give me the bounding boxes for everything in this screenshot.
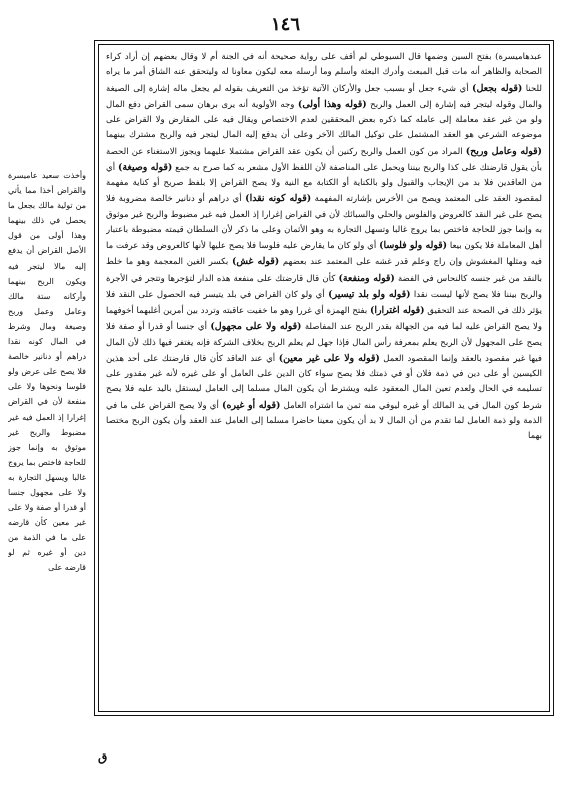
commentary-paragraph bbox=[106, 147, 542, 173]
commentary-text: المراد من كون العمل والربح ركنين أن يكون عقد القراض مشتملا عليهما ويجوز الاستغناء عن الحصة بأن يقول قارضتك على كذا والربح بيننا ويحمل على المناصفة لأن اللفظ الأول مشعر به كما صرح به جمع bbox=[106, 146, 542, 173]
commentary-text: أي عند العاقد كأن قال قارضتك على أحد هذين الكيسين أو على دين في ذمة فلان أو في ذمتك فلا يصح سواء كان الدين على العامل أو على غيره لأنه غير مقدور على تسليمه في الحال ولعدم تعين المال المعقود عليه ويشترط أن يكون المال مسلما إلى العامل ليستقل باليد عليه فلا يصح شرط كون المال في يد المالك أو غيره ليوفي منه ثمن ما اشتراه العامل bbox=[106, 353, 542, 411]
lemma-heading: (قوله ولا على غير معين) bbox=[278, 352, 380, 364]
commentary-text: أي ولو كان القراض في بلد يتيسر فيه الحصول على النقد فلا يؤثر ذلك في الصحة عند التحقيق bbox=[106, 289, 542, 316]
commentary-text: بفتح الهمزة أي غررا وهو ما خفيت عاقبته وتردد بين أمرين أغلبهما أخوفهما ولا يصح القراض عليه لما فيه من الجهالة بقدر الربح عند المفاصلة bbox=[106, 306, 542, 333]
margin-base-text bbox=[8, 168, 86, 608]
lemma-heading: (قوله ولو بلد تيسير) bbox=[328, 288, 411, 300]
lemma-heading: (قوله ولو فلوسا) bbox=[379, 240, 448, 251]
lemma-heading: (قوله وصيغة) bbox=[117, 161, 173, 173]
lemma-heading: (قوله بجعل) bbox=[472, 82, 523, 94]
lemma-heading: (قوله أو غيره) bbox=[222, 399, 281, 411]
commentary-text: عبدهاميسرة) بفتح السين وضمها قال السيوطي لم أقف على رواية صحيحة أنه في الجنة أم لا وقال بعضهم إن أراد كراء الصحابة والظاهر أنه مات قبل المبعث وأدرك البعثة وأسلم وما أرسله معه ليكون معاونا له وليتحقق عنه الشاق أمر ما يراه للحنا bbox=[106, 52, 542, 94]
lemma-heading: (قوله وعامل وربح) bbox=[465, 145, 542, 157]
commentary-text: أي من العاقدين فلا بد من الإيجاب والقبول ولو بالكناية أو الكتابة مع النية ولا يصح القراض إلا بلفظ صريح أو كناية مفهمة لمقصود العقد على المعتمد ويصح من الأخرس بإشارته المفهمة bbox=[106, 162, 542, 205]
commentary-text: أي شيء جعل أو بسبب جعل والأركان الآتية تؤخذ من التعريف بقوله لم يجعل ماله إشارة إلى الصيغة والمال وقوله ليتجر فيه إشارة إلى العمل والربح bbox=[106, 83, 542, 110]
folio-mark: ق bbox=[98, 750, 108, 764]
commentary-text: أي ولا يصح القراض على ما في الذمة ولو ذمة العامل لما تقدم من أن المال لا بد أن يكون معينا حاضرا مسلما إلى العامل عند العقد وأن يكون الربح مختصا بهما bbox=[106, 400, 542, 441]
commentary-text: كأن قال قارضتك على منفعة هذه الدار لتؤجرها وتتجر في الأجرة والربح بيننا فلا يصح لأنها ليست نقدا bbox=[106, 273, 542, 300]
lemma-heading: (قوله كونه نقدا) bbox=[245, 193, 312, 205]
lemma-heading: (قوله وهذا أولى) bbox=[297, 98, 367, 110]
main-commentary-text bbox=[106, 50, 542, 706]
commentary-text: أي جنسا أو قدرا أو صفة فلا يصح على المجهول لأن الربح يعلم بمعرفة رأس المال فإذا جهل لم يعلم الربح بخلاف الشركة فإنه يغتفر فيها ذلك لأن المال فيها غير مقصود بالعقد وإنما المقصود العمل bbox=[106, 322, 542, 364]
page-number: ١٤٦ bbox=[270, 14, 300, 35]
lemma-heading: (قوله ولا على مجهول) bbox=[210, 321, 302, 333]
margin-text-body: وأخذت سعيد عاميسرة والقراض أخذا مما يأتي من تولية مالك بجعل ما يحصل في ذلك بينهما وهذا أولى من قول الأصل القراض أن يدفع إليه مالا ليتجر فيه ويكون الربح بينهما وأركانه ستة مالك وعامل وعمل وربح وصيغة ومال وشرط في المال كونه نقدا دراهم أو دنانير خالصة فلا يصح على عرض ولو فلوسا ونحوها ولا على منفعة لأن في القراض إغرارا إذ العمل فيه غير مضبوط والربح غير موثوق به وإنما جوز للحاجة فاختص بما يروج غالبا ويسهل التجارة به ولا على مجهول جنسا أو قدرا أو صفة ولا على غير معين كأن قارضه على ما في الذمة من دين أو غيره ثم لو قارضه على bbox=[8, 171, 86, 573]
lemma-heading: (قوله اغترارا) bbox=[369, 305, 425, 316]
lemma-heading: (قوله ومنفعة) bbox=[338, 272, 395, 284]
commentary-text: أي دراهم أو دنانير خالصة مضروبة فلا يصح على غير النقد كالعروض والفلوس والحلي والسبائك لأن في القراض إغرارا إذ العمل فيه غير مضبوط والربح غير موثوق به وإنما جوز للحاجة فاختص بما يروج غالبا وتسهل التجارة به وهو الأثمان وعلى ما ذكر لأن السلطان قيمته مضبوطة باعتبار أهل المعاملة فلا يكون بيعا bbox=[106, 194, 542, 251]
commentary-text: بكسر الغين المعجمة وهو ما خلط بالنقد من غير جنسه كالنحاس في الفضة bbox=[106, 257, 542, 284]
commentary-text: وجه الأولوية أنه يرى برهان سمى القراض دفع المال ولو من غير عقد معاملة إلى عامله كما ذكره بعض المحققين لعدم الاختصاص ويقال فيه على المقارض ولا القراض على موضوعه الشرعي هو العقد المشتمل على توكيل المالك الآخر وعلى أن يدفع إليه المال ليتجر فيه والربح مشترك بينهما bbox=[106, 99, 542, 141]
lemma-heading: (قوله غش) bbox=[232, 256, 280, 268]
commentary-text: أي ولو كان ما يقارض عليه فلوسا فلا يصح عليها لأنها كالعروض وقد عرفت ما فيه ومثلها المغشوش وإن راج وعلم قدر غشه على المعتمد عند بعضهم bbox=[106, 241, 542, 268]
